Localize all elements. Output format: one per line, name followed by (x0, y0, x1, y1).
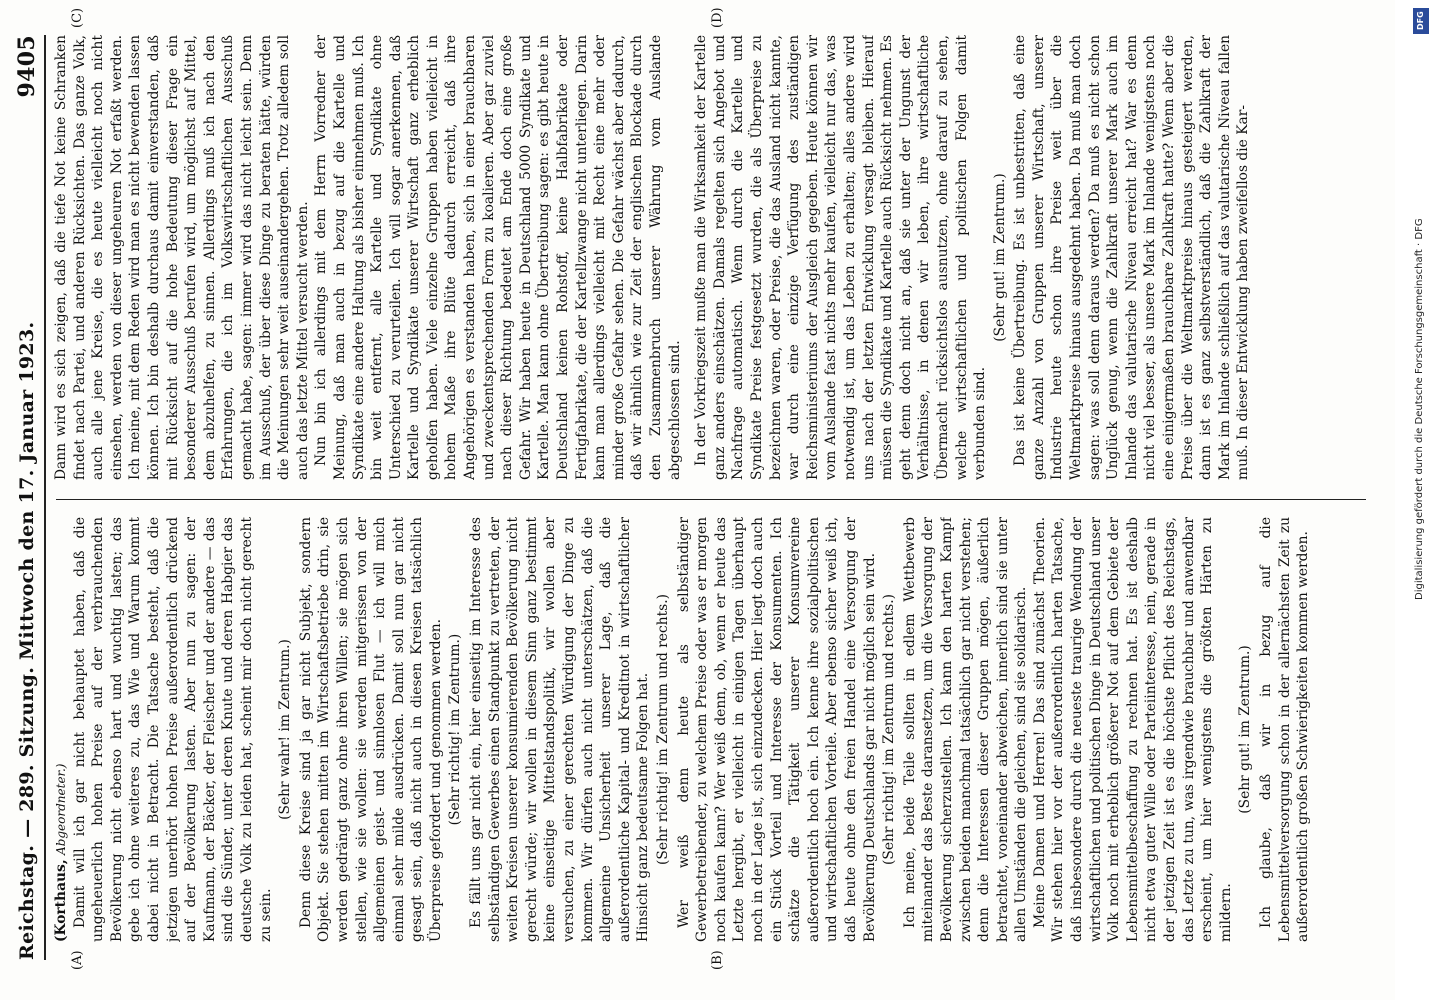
speaker-role: Abgeordneter.) (54, 763, 68, 855)
interjection: (Sehr richtig! im Zentrum.) (447, 633, 464, 826)
page-number: 9405 (14, 35, 40, 98)
paragraph: Dann wird es sich zeigen, daß die tiefe Not keine Schranken findet nach Partei, und anderen Rücksichten. Das ganze Volk, auch alle jene Kreise, die es heute vielleicht noch nicht einsehen, werden von dieser ungeheuren Not erfaßt werden. Ich meine, mit dem Reden wird man es nicht bewenden lassen können. Ich bin deshalb durchaus damit einverstanden, daß mit Rücksicht auf die hohe Bedeutung dieser Frage ein besonderer Ausschuß berufen wird, um möglichst auf Mittel, dem abzuhelfen, zu sinnen. Allerdings muß ich nach den Erfahrungen, die ich im Volkswirtschaftlichen Ausschuß gemacht habe, sagen: immer wird das nicht leicht sein. Denn im Ausschuß, der über diese Dinge zu beraten hätte, würden die Meinungen sehr weit auseinandergehen. Trotz alledem soll auch das letzte Mittel versucht werden. (53, 35, 311, 480)
interjection: (Sehr gut! im Zentrum.) (991, 173, 1008, 342)
interjection: (Sehr wahr! im Zentrum.) (277, 639, 294, 820)
paragraph: Ich meine, beide Teile sollten in edlem Wettbewerb miteinander das Beste daransetzen, um die Versorgung der Bevölkerung sicherzustellen. Ich kann den harten Kampf zwischen beiden manchmal tatsächlich gar nicht verstehen; denn die Interessen dieser Gruppen mögen, äußerlich betrachtet, voneinander abweichen, innerlich sind sie unter allen Umständen die gleichen, sind sie solidarisch. (901, 517, 1030, 942)
paragraph-gap (684, 35, 692, 480)
paragraph: Wer weiß denn heute als selbständiger Gewerbetreibender, zu welchem Preise oder was er morgen noch kaufen kann? Wer weiß denn, ob, wenn er heute das Letzte hergibt, er vielleicht in einigen Tagen überhaupt noch in der Lage ist, sich einzudecken. Hier liegt doch auch ein Stück Vorteil und Interesse der Konsumenten. Ich schätze die Tätigkeit unserer Konsumvereine außerordentlich hoch ein. Ich kenne ihre sozialpolitischen und wirtschaftlichen Vorteile. Aber ebenso sicher weiß ich, daß heute ohne den freien Handel eine Versorgung der Bevölkerung Deutschlands gar nicht möglich sein wird. (675, 517, 878, 942)
running-head (14, 35, 46, 960)
margin-marker-b: (B) (710, 950, 725, 970)
paragraph: In der Vorkriegszeit mußte man die Wirksamkeit der Kartelle ganz anders einschätzen. Damals regelten sich Angebot und Nachfrage automatisch. Wenn durch die Kartelle und Syndikate Preise festgesetzt wurden, die als Überpreise zu bezeichnen waren, oder Preise, die das Ausland nicht kannte, war durch eine einzige Verfügung des zuständigen Reichsministeriums der Ausgleich gegeben. Heute können wir vom Auslande fast nichts mehr kaufen, vielleicht nur das, was notwendig ist, um das Leben zu erhalten; alles andere wird uns nach der letzten Entwicklung versagt bleiben. Hierauf müssen die Syndikate und Kartelle auch Rücksicht nehmen. Es geht denn doch nicht an, daß sie unter der Ungunst der Verhältnisse, in denen wir leben, ihre wirtschaftliche Übermacht rücksichtslos ausnutzen, ohne darauf zu sehen, welche wirtschaftlichen und politischen Folgen damit verbunden sind. (693, 35, 989, 480)
paragraph: Denn diese Kreise sind ja gar nicht Subjekt, sondern Objekt. Sie stehen mitten im Wirtschaftsbetriebe drin, sie werden gedrängt ganz ohne ihren Willen; sie mögen sich stellen, wie sie wollen: sie werden mitgerissen von der allgemeinen geist- und sinnlosen Flut — ich will mich einmal sehr milde ausdrücken. Damit soll nun gar nicht gesagt sein, daß nicht auch in diesen Kreisen tatsächlich Überpreise gefordert und genommen werden. (297, 517, 444, 942)
margin-marker-d: (D) (710, 7, 725, 28)
digitization-credit: Digitalisierung gefördert durch die Deutsche Forschungsgemeinschaft · DFG (1414, 218, 1425, 600)
paragraph: Damit will ich gar nicht behauptet haben, daß die ungeheuerlich hohen Preise auf der verbrauchenden Bevölkerung nicht ebenso hart und wuchtig lasten; das gebe ich ohne weiteres zu, das Wie und Warum kommt dabei nicht in Betracht. Die Tatsache besteht, daß die jetzigen unerhört hohen Preise außerordentlich drückend auf der Bevölkerung lasten. Aber nun zu sagen: der Kaufmann, der Bäcker, der Fleischer und der andere — das sind die Sünder, unter deren Knute und deren Habgier das deutsche Volk zu leiden hat, scheint mir doch nicht gerecht zu sein. (71, 517, 274, 942)
interjection: (Sehr gut! im Zentrum.) (1237, 645, 1254, 814)
dfg-logo-badge: DFG (1413, 8, 1429, 34)
paragraph: Das ist keine Übertreibung. Es ist unbestritten, daß eine ganze Anzahl von Gruppen unserer Wirtschaft, unserer Industrie heute schon ihre Preise weit über die Weltmarktpreise hinaus ausgedehnt haben. Da muß man doch sagen: was soll denn daraus werden? Da muß es nicht schon Unglück genug, wenn die Zahlkraft unserer Mark auch im Inlande das valutarische Niveau erreicht hat? War es denn nicht viel besser, als unsere Mark im Inlande wenigstens noch eine einigermaßen brauchbare Zahlkraft hatte? Wenn aber die Preise über die Weltmarktpreise hinaus gesteigert werden, dann ist es ganz selbstverständlich, daß die Zahlkraft der Mark im Inlande schließlich auf das valutarische Niveau fallen muß. In dieser Entwicklung haben zweifellos die Kar- (1012, 35, 1252, 480)
paragraph: Meine Damen und Herren! Das sind zunächst Theorien. Wir stehen hier vor der außerordentlich harten Tatsache, daß insbesondere durch die neueste traurige Wendung der wirtschaftlichen und politischen Dinge in Deutschland unser Volk noch mit erheblich größerer Not auf dem Gebiete der Lebensmittelbeschaffung zu rechnen hat. Es ist deshalb nicht etwa guter Wille oder Parteiinteresse, nein, gerade in der jetzigen Zeit ist es die höchste Pflicht des Reichstags, das Letzte zu tun, was irgendwie brauchbar und anwendbar erscheint, um hier wenigstens die größten Härten zu mildern. (1031, 517, 1234, 942)
paragraph: Ich glaube, daß wir in bezug auf die Lebensmittelversorgung schon in der allernächsten Zeit zu außerordentlich großen Schwierigkeiten kommen werden. (1258, 517, 1312, 942)
right-column (52, 35, 1372, 480)
digitization-sidebar (1409, 0, 1434, 1000)
interjection: (Sehr richtig! im Zentrum und rechts.) (881, 594, 898, 865)
paragraph: Es fällt uns gar nicht ein, hier einseitig im Interesse des selbständigen Gewerbes einen Standpunkt zu vertreten, der weiten Kreisen unserer konsumierenden Bevölkerung nicht gerecht würde; wir wollen in diesem Sinn ganz bestimmt keine einseitige Mittelstandspolitik, wir wollen aber versuchen, zu einer gerechten Würdigung der Dinge zu kommen. Wir dürfen auch nicht unterschätzen, daß die allgemeine Unsicherheit unserer Lage, daß die außerordentliche Kapital- und Kreditnot in wirtschaftlicher Hinsicht ganz bedeutsame Folgen hat. (468, 517, 652, 942)
speaker-name: (Korthaus, (53, 859, 69, 942)
paragraph: Nun bin ich allerdings mit dem Herrn Vorredner der Meinung, daß man auch in bezug auf die Kartelle und Syndikate eine andere Haltung als bisher einnehmen muß. Ich bin weit entfernt, alle Kartelle und Syndikate ohne Unterschied zu verurteilen. Ich will sogar anerkennen, daß Kartelle und Syndikate unserer Wirtschaft ganz erheblich geholfen haben. Viele einzelne Gruppen haben vielleicht in hohem Maße ihre Blüte dadurch erreicht, daß ihre Angehörigen es verstanden haben, sich in einer brauchbaren und zweckentsprechenden Form zu koalieren. Aber gar zuviel nach dieser Richtung bedeutet am Ende doch eine große Gefahr. Wir haben heute in Deutschland 5000 Syndikate und Kartelle. Man kann ohne Übertreibung sagen: es gibt heute in Deutschland keinen Rohstoff, keine Halbfabrikate oder Fertigfabrikate, die der Kartellzwange nicht unterliegen. Darin kann man allerdings vielleicht mit Recht eine mehr oder minder große Gefahr sehen. Die Gefahr wächst aber dadurch, daß wir ähnlich wie zur Zeit der englischen Blockade durch den Zusammenbruch unserer Währung vom Auslande abgeschlossen sind. (313, 35, 683, 480)
interjection: (Sehr richtig! im Zentrum und rechts.) (655, 594, 671, 865)
margin-marker-a: (A) (70, 950, 85, 970)
left-column (52, 517, 1372, 942)
margin-marker-c: (C) (70, 7, 85, 28)
speaker-line (52, 517, 71, 942)
column-divider (56, 499, 1366, 500)
page-title: Reichstag. — 289. Sitzung. Mittwoch den 17. Januar 1923. (16, 321, 38, 960)
